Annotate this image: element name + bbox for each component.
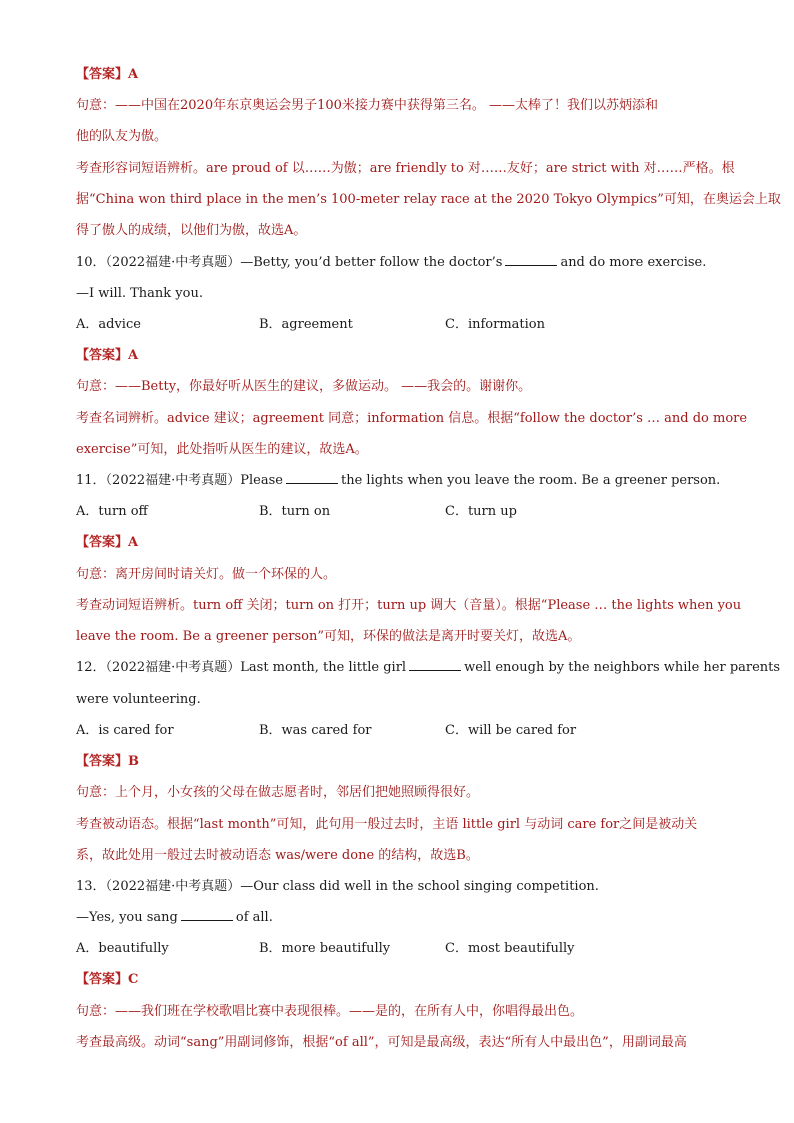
sentence-meaning: 句意：——我们班在学校歌唱比赛中表现很棒。——是的，在所有人中，你唱得最出色。: [76, 1004, 584, 1019]
option-c: C．most beautifully: [445, 941, 575, 956]
explanation-cont: 据“China won third place in the men’s 100-meter relay race at the 2020 Tokyo Olympics”可知，在奥运会上取: [76, 192, 781, 207]
question-11: [76, 471, 726, 491]
answer-blank: [181, 908, 233, 921]
explanation: 考查被动语态。根据“last month”可知，此句用一般过去时，主语 little girl 与动词 care for之间是被动关: [76, 817, 698, 832]
option-b: B．more beautifully: [259, 941, 391, 956]
explanation-cont: 系，故此处用一般过去时被动语态 was/were done 的结构，故选B。: [76, 848, 479, 863]
explanation-cont: 得了傲人的成绩，以他们为傲，故选A。: [76, 223, 307, 238]
question-text: 12．（2022福建·中考真题）Last month, the little girl: [76, 660, 407, 675]
answer-label: 【答案】B: [76, 754, 139, 769]
explanation-cont: leave the room. Be a greener person”可知，环保的做法是离开时要关灯，故选A。: [76, 629, 581, 644]
option-b: B．was cared for: [259, 723, 372, 738]
question-text: well enough by the neighbors while her parents: [464, 660, 781, 675]
question-13: 13．（2022福建·中考真题）—Our class did well in the school singing competition.: [76, 879, 599, 894]
option-b: B．agreement: [259, 317, 353, 332]
option-c: C．information: [445, 317, 545, 332]
question-10-options: [76, 315, 726, 335]
answer-label: 【答案】A: [76, 67, 139, 82]
answer-blank: [409, 658, 461, 671]
sentence-meaning: 句意：离开房间时请关灯。做一个环保的人。: [76, 567, 337, 582]
question-12-cont: were volunteering.: [76, 692, 201, 707]
answer-label: 【答案】A: [76, 348, 139, 363]
answer-blank: [286, 471, 338, 484]
sentence-meaning: 句意：——Betty，你最好听从医生的建议，多做运动。 ——我会的。谢谢你。: [76, 379, 532, 394]
option-a: A．is cared for: [76, 723, 174, 738]
question-12-options: [76, 721, 726, 741]
question-text: and do more exercise.: [560, 255, 707, 270]
explanation-cont: exercise”可知，此处指听从医生的建议，故选A。: [76, 442, 368, 457]
option-c: C．will be cared for: [445, 723, 577, 738]
question-13-options: [76, 939, 726, 959]
answer-label: 【答案】C: [76, 972, 139, 987]
question-text: —Yes, you sang: [76, 910, 178, 925]
explanation: 考查最高级。动词“sang”用副词修饰，根据“of all”，可知是最高级，表达“所有人中最出色”，用副词最高: [76, 1035, 687, 1050]
question-text: of all.: [235, 910, 273, 925]
option-b: B．turn on: [259, 504, 331, 519]
sentence-meaning-cont: 他的队友为傲。: [76, 129, 168, 144]
option-a: A．turn off: [76, 504, 148, 519]
sentence-meaning: 句意：——中国在2020年东京奥运会男子100米接力赛中获得第三名。 ——太棒了！我们以苏炳添和: [76, 98, 659, 113]
question-11-options: [76, 502, 726, 522]
explanation: 考查形容词短语辨析。are proud of 以……为傲；are friendly to 对……友好；are strict with 对……严格。根: [76, 161, 735, 176]
explanation: 考查名词辨析。advice 建议；agreement 同意；information 信息。根据“follow the doctor’s … and do more: [76, 411, 748, 426]
question-text: the lights when you leave the room. Be a greener person.: [340, 473, 721, 488]
question-10-reply: —I will. Thank you.: [76, 286, 203, 301]
question-12: [76, 658, 781, 678]
sentence-meaning: 句意：上个月，小女孩的父母在做志愿者时，邻居们把她照顾得很好。: [76, 785, 480, 800]
question-text: 10．（2022福建·中考真题）—Betty, you’d better follow the doctor’s: [76, 255, 503, 270]
option-c: C．turn up: [445, 504, 517, 519]
explanation: 考查动词短语辨析。turn off 关闭；turn on 打开；turn up 调大（音量）。根据“Please … the lights when you: [76, 598, 742, 613]
option-a: A．beautifully: [76, 941, 169, 956]
question-text: 11．（2022福建·中考真题）Please: [76, 473, 283, 488]
question-13-reply: [76, 908, 726, 928]
question-10: [76, 253, 726, 273]
answer-blank: [505, 253, 557, 266]
option-a: A．advice: [76, 317, 141, 332]
answer-label: 【答案】A: [76, 535, 139, 550]
